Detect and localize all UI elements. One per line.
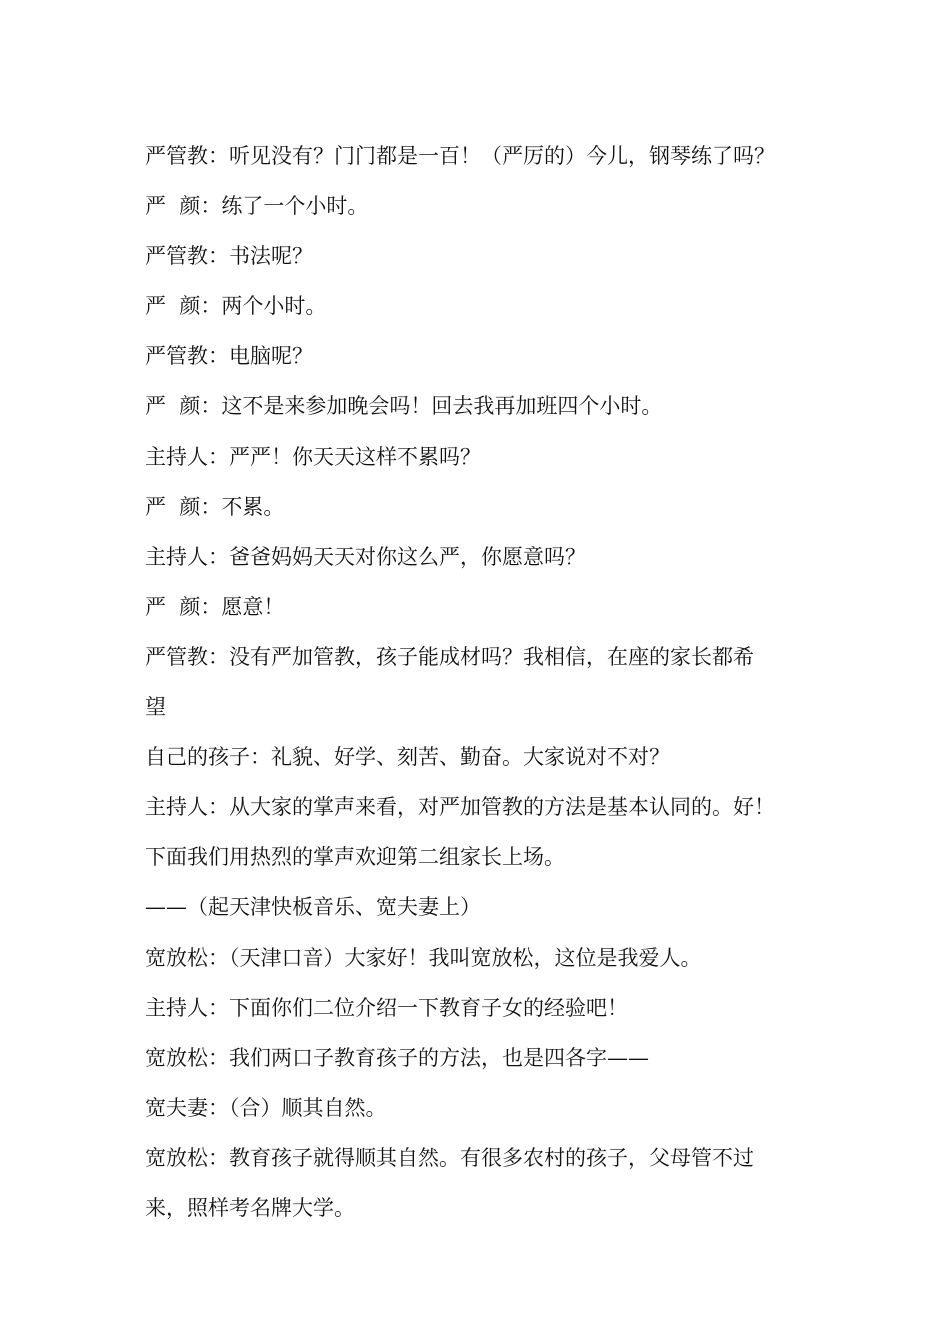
text-line-22: 来，照样考名牌大学。 [145, 1195, 355, 1220]
text-line-5: 严管教：电脑呢？ [145, 344, 313, 369]
text-line-1: 严管教：听见没有？门门都是一百！（严厉的）今儿，钢琴练了吗？ [145, 144, 775, 168]
text-line-16: ——（起天津快板音乐、宽夫妻上） [145, 895, 481, 920]
text-line-3: 严管教：书法呢？ [145, 244, 313, 269]
script-text-body [145, 131, 815, 1233]
text-line-2: 严 颜：练了一个小时。 [145, 194, 369, 219]
text-line-17: 宽放松：（天津口音）大家好！我叫宽放松，这位是我爱人。 [145, 945, 702, 970]
text-line-10: 严 颜：愿意！ [145, 594, 285, 619]
text-line-20: 宽夫妻：（合）顺其自然。 [145, 1095, 387, 1120]
text-line-7: 主持人：严严！你天天这样不累吗？ [145, 444, 481, 469]
text-line-14: 主持人：从大家的掌声来看，对严加管教的方法是基本认同的。好！ [145, 795, 775, 820]
text-line-13: 自己的孩子：礼貌、好学、刻苦、勤奋。大家说对不对？ [145, 745, 670, 770]
text-line-21: 宽放松：教育孩子就得顺其自然。有很多农村的孩子，父母管不过 [145, 1145, 754, 1170]
text-line-18: 主持人：下面你们二位介绍一下教育子女的经验吧！ [145, 995, 628, 1020]
text-line-9: 主持人：爸爸妈妈天天对你这么严，你愿意吗？ [145, 544, 586, 569]
text-line-11: 严管教：没有严加管教，孩子能成材吗？我相信，在座的家长都希 [145, 644, 754, 669]
text-line-12: 望 [145, 695, 166, 720]
text-line-19: 宽放松：我们两口子教育孩子的方法，也是四各字—— [145, 1045, 649, 1070]
text-line-4: 严 颜：两个小时。 [145, 294, 327, 319]
text-line-8: 严 颜：不累。 [145, 494, 285, 519]
text-line-15: 下面我们用热烈的掌声欢迎第二组家长上场。 [145, 845, 565, 870]
text-line-6: 严 颜：这不是来参加晚会吗！回去我再加班四个小时。 [145, 394, 663, 419]
